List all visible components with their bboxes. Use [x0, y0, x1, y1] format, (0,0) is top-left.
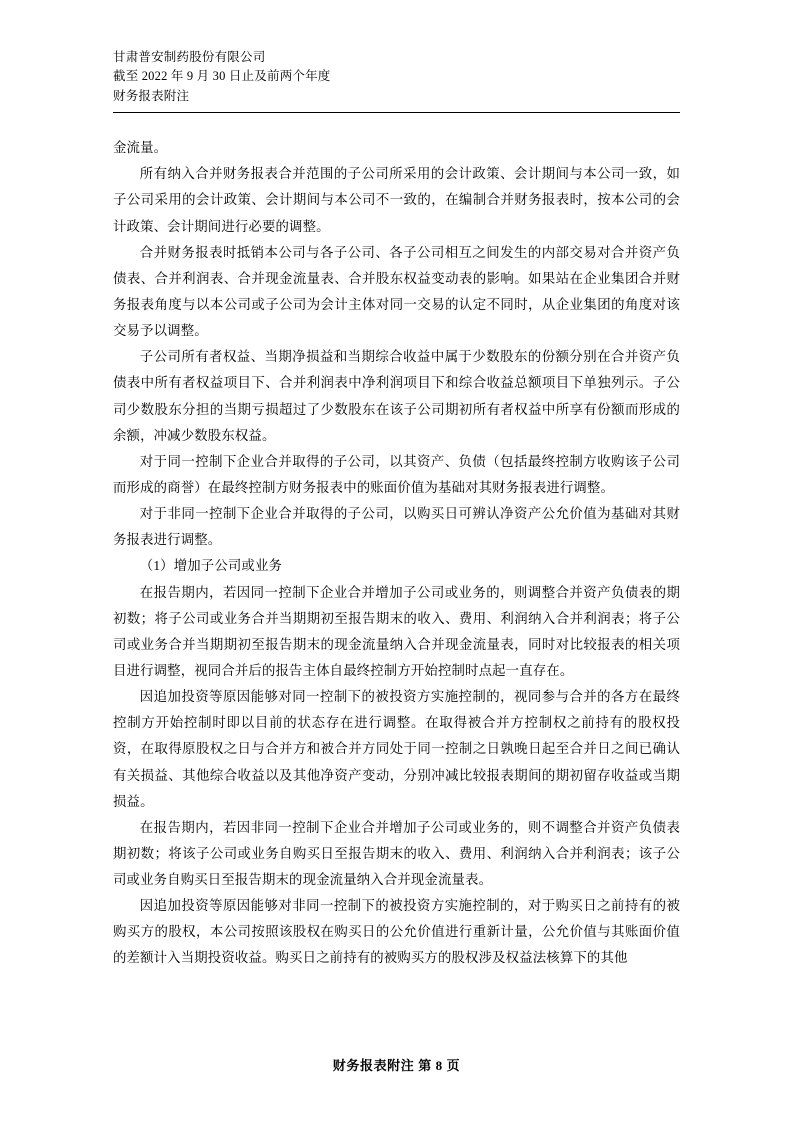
paragraph: 金流量。 — [113, 140, 168, 156]
paragraph: 子公司所有者权益、当期净损益和当期综合收益中属于少数股东的份额分别在合并资产负债表中所有者权益项目下、合并利润表中净利润项目下和综合收益总额项目下单独列示。子公司少数股东分担的当期亏损超过了少数股东在该子公司期初所有者权益中所享有份额而形成的余额，冲减少数股东权益。 — [113, 349, 680, 443]
paragraph: 对于同一控制下企业合并取得的子公司，以其资产、负债（包括最终控制方收购该子公司而形成的商誉）在最终控制方财务报表中的账面价值为基础对其财务报表进行调整。 — [113, 453, 680, 495]
page-footer: 财务报表附注 第 8 页 — [332, 1058, 461, 1073]
paragraph: 在报告期内，若因同一控制下企业合并增加子公司或业务的，则调整合并资产负债表的期初数；将子公司或业务合并当期期初至报告期末的收入、费用、利润纳入合并利润表；将子公司或业务合并当期期初至报告期末的现金流量纳入合并现金流量表，同时对比较报表的相关项目进行调整，视同合并后的报告主体自最终控制方开始控制时点起一直存在。 — [113, 584, 680, 678]
page-header — [113, 48, 680, 113]
header-doc-title: 财务报表附注 — [113, 88, 190, 103]
paragraph: 合并财务报表时抵销本公司与各子公司、各子公司相互之间发生的内部交易对合并资产负债表、合并利润表、合并现金流量表、合并股东权益变动表的影响。如果站在企业集团合并财务报表角度与以本公司或子公司为会计主体对同一交易的认定不同时，从企业集团的角度对该交易予以调整。 — [113, 244, 680, 339]
header-company: 甘肃普安制药股份有限公司 — [113, 50, 266, 64]
paragraph: 对于非同一控制下企业合并取得的子公司，以购买日可辨认净资产公允价值为基础对其财务报表进行调整。 — [113, 506, 680, 548]
paragraph: 在报告期内，若因非同一控制下企业合并增加子公司或业务的，则不调整合并资产负债表期初数；将该子公司或业务自购买日至报告期末的收入、费用、利润纳入合并利润表；该子公司或业务自购买日至报告期末的现金流量纳入合并现金流量表。 — [113, 819, 680, 888]
paragraph-list-heading: （1）增加子公司或业务 — [139, 558, 283, 574]
paragraph: 因追加投资等原因能够对非同一控制下的被投资方实施控制的，对于购买日之前持有的被购买方的股权，本公司按照该股权在购买日的公允价值进行重新计量，公允价值与其账面价值的差额计入当期投资收益。购买日之前持有的被购买方的股权涉及权益法核算下的其他 — [113, 898, 680, 966]
paragraph: 因追加投资等原因能够对同一控制下的被投资方实施控制的，视同参与合并的各方在最终控制方开始控制时即以目前的状态存在进行调整。在取得被合并方控制权之前持有的股权投资，在取得原股权之日与合并方和被合并方同处于同一控制之日孰晚日起至合并日之间已确认有关损益、其他综合收益以及其他净资产变动，分别冲减比较报表期间的期初留存收益或当期损益。 — [113, 689, 680, 809]
document-body — [113, 135, 680, 972]
page-content — [113, 48, 680, 972]
header-divider — [113, 112, 680, 113]
paragraph: 所有纳入合并财务报表合并范围的子公司所采用的会计政策、会计期间与本公司一致，如子公司采用的会计政策、会计期间与本公司不一致的，在编制合并财务报表时，按本公司的会计政策、会计期间进行必要的调整。 — [113, 166, 680, 234]
header-period: 截至 2022 年 9 月 30 日止及前两个年度 — [113, 69, 331, 84]
